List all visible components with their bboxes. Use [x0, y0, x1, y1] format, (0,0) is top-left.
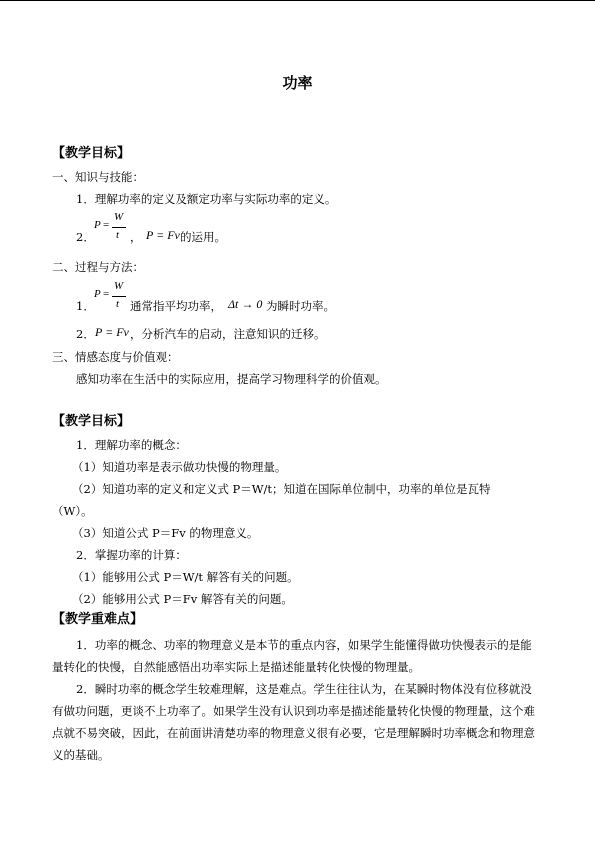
section2-line1: 1．理解功率的概念：	[76, 438, 187, 452]
section1-item4-prefix: 2．	[76, 327, 95, 341]
item4-formula-fv: P = Fv	[95, 325, 129, 339]
section1-sub2: 二、过程与方法：	[52, 260, 144, 274]
section2-line5: 2．掌握功率的计算：	[76, 548, 187, 562]
item3-mid: 通常指平均功率，	[130, 299, 222, 313]
section3-paragraph2: 2．瞬时功率的概念学生较难理解，这是难点。学生往往认为，在某瞬时物体没有位移就没有做功问题，更谈不上功率了。如果学生没有认识到功率是描述能量转化快慢的物理量，这个难点就不易突破，因此，在前面讲清楚功率的物理意义很有必要，它是理解瞬时功率概念和物理意义的基础。	[52, 682, 535, 762]
page-title: 功率	[282, 74, 313, 92]
section2-line7: （2）能够用公式 P＝Fv 解答有关的问题。	[72, 592, 293, 606]
item3-formula-delta-t: Δt → 0	[228, 297, 263, 311]
section2-line2: （1）知道功率是表示做功快慢的物理量。	[72, 460, 287, 474]
section1-item1: 1．理解功率的定义及额定功率与实际功率的定义。	[76, 192, 337, 206]
section3-heading: 【教学重难点】	[52, 612, 144, 627]
item4-suffix: ，分析汽车的启动，注意知识的迁移。	[130, 327, 326, 341]
section3-paragraph1: 1．功率的概念、功率的物理意义是本节的重点内容，如果学生能懂得做功快慢表示的是能量转化的快慢，自然能感悟出功率实际上是描述能量转化快慢的物理量。	[52, 638, 532, 674]
section2-line3b: （W）。	[52, 504, 93, 518]
item2-sep: ，	[130, 230, 142, 244]
item2-f2: P = Fv	[146, 228, 180, 242]
section2-line4: （3）知道公式 P＝Fv 的物理意义。	[72, 526, 259, 540]
section1-item3-prefix: 1．	[76, 299, 95, 313]
section1-sub3: 三、情感态度与价值观：	[52, 350, 179, 364]
section2-line6: （1）能够用公式 P＝W/t 解答有关的问题。	[72, 570, 299, 584]
section1-heading: 【教学目标】	[52, 146, 131, 161]
section1-item5: 感知功率在生活中的实际应用，提高学习物理科学的价值观。	[76, 372, 387, 386]
section2-heading: 【教学目标】	[52, 414, 131, 429]
section2-line3: （2）知道功率的定义和定义式 P＝W/t；知道在国际单位制中，功率的单位是瓦特	[72, 482, 491, 496]
section1-sub1: 一、知识与技能：	[52, 170, 144, 184]
item2-prefix: 2．	[76, 230, 95, 244]
document-page: 功率 【教学目标】 一、知识与技能： 1．理解功率的定义及额定功率与实际功率的定义。 2． P = W t ， P = Fv 的运用。 二、过程与方法： 1． P = W t 通常指平均功率， Δt → 0 为瞬时功率。 2． P = Fv ，分析汽车的启动，注意知识的迁移。 三、情感态度与价值观： 感知功率在生活中的实际应用，提高学习物理科学的价值观。 【教学目标】 1．理解功率的概念： （1）知道功率是表示做功快慢的物理量。 （2）知道功率的定义和定义式 P＝W/t；知道在国际单位制中，功率的单位是瓦特 （W）。 （3）知道公式 P＝Fv 的物理意义。 2．掌握功率的计算： （1）能够用公式 P＝W/t 解答有关的问题。 （2）能够用公式 P＝Fv 解答有关的问题。 【教学重难点】 1．功率的概念、功率的物理意义是本节的重点内容，如果学生能懂得做功快慢表示的是能量转化的快慢，自然能感悟出功率实际上是描述能量转化快慢的物理量。 2．瞬时功率的概念学生较难理解，这是难点。学生往往认为，在某瞬时物体没有位移就没有做功问题，更谈不上功率了。如果学生没有认识到功率是描述能量转化快慢的物理量，这个难点就不易突破，因此，在前面讲清楚功率的物理意义很有必要，它是理解瞬时功率概念和物理意义的基础。	[0, 0, 595, 841]
item3-suffix: 为瞬时功率。	[266, 299, 335, 313]
item2-suffix: 的运用。	[180, 230, 226, 244]
